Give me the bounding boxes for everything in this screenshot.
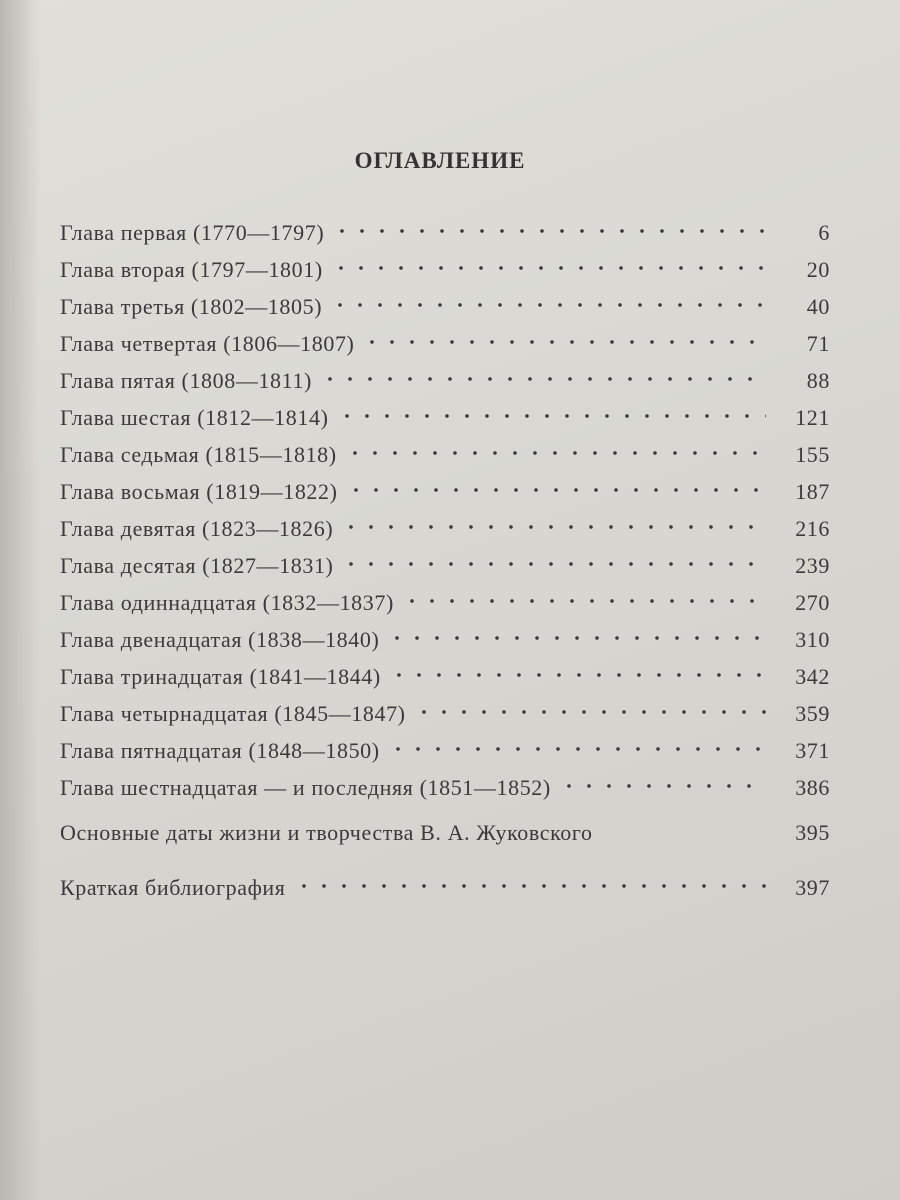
toc-entry-page: 395	[795, 820, 830, 845]
toc-entry-page: 371	[795, 738, 830, 763]
toc-entry-page: 88	[806, 368, 830, 393]
toc-entry-title: Глава первая (1770—1797)	[60, 220, 325, 245]
toc-entry-page: 121	[795, 405, 830, 430]
toc-entry-title: Глава третья (1802—1805)	[60, 294, 323, 319]
dot-leader	[414, 701, 766, 723]
dot-leader	[294, 875, 766, 897]
toc-entry	[60, 773, 830, 810]
dot-leader	[388, 738, 766, 760]
toc-entry-title: Глава шестнадцатая — и последняя (1851—1852)	[60, 775, 551, 800]
toc-entry	[60, 699, 830, 736]
toc-entry	[60, 873, 830, 910]
toc-entry	[60, 551, 830, 588]
table-of-contents	[60, 218, 830, 910]
toc-entry	[60, 329, 830, 366]
toc-entry-page: 187	[795, 479, 830, 504]
toc-entry-page: 342	[795, 664, 830, 689]
toc-entry-page: 270	[795, 590, 830, 615]
toc-entry	[60, 818, 830, 855]
dot-leader	[345, 442, 766, 464]
toc-entry	[60, 255, 830, 292]
toc-entry-title: Глава восьмая (1819—1822)	[60, 479, 338, 504]
dot-leader	[330, 294, 766, 316]
toc-entry-page: 71	[806, 331, 830, 356]
dot-leader	[346, 479, 766, 501]
toc-entry-page: 397	[795, 875, 830, 900]
toc-entry-title: Глава четырнадцатая (1845—1847)	[60, 701, 406, 726]
toc-entry-title: Глава девятая (1823—1826)	[60, 516, 334, 541]
toc-entry	[60, 218, 830, 255]
toc-entry-title: Глава десятая (1827—1831)	[60, 553, 334, 578]
dot-leader	[332, 220, 766, 242]
toc-entry	[60, 292, 830, 329]
toc-entry	[60, 625, 830, 662]
toc-entry	[60, 477, 830, 514]
toc-entry	[60, 366, 830, 403]
toc-entry	[60, 403, 830, 440]
toc-entry-page: 216	[795, 516, 830, 541]
toc-entry-title: Глава пятая (1808—1811)	[60, 368, 312, 393]
toc-entry-page: 386	[795, 775, 830, 800]
toc-entry-title: Глава седьмая (1815—1818)	[60, 442, 337, 467]
toc-entry	[60, 440, 830, 477]
dot-leader	[601, 820, 766, 842]
toc-entry	[60, 736, 830, 773]
dot-leader	[320, 368, 766, 390]
toc-entry-page: 155	[795, 442, 830, 467]
dot-leader	[559, 775, 766, 797]
toc-entry	[60, 514, 830, 551]
dot-leader	[341, 553, 766, 575]
toc-entry-page: 310	[795, 627, 830, 652]
toc-entry-title: Глава четвертая (1806—1807)	[60, 331, 355, 356]
toc-entry	[60, 588, 830, 625]
toc-entry-title: Глава тринадцатая (1841—1844)	[60, 664, 381, 689]
toc-entry-page: 359	[795, 701, 830, 726]
toc-entry-title: Краткая библиография	[60, 875, 286, 900]
dot-leader	[402, 590, 766, 612]
dot-leader	[362, 331, 766, 353]
toc-entry-title: Основные даты жизни и творчества В. А. Жуковского	[60, 820, 593, 845]
toc-entry	[60, 662, 830, 699]
toc-entry-page: 239	[795, 553, 830, 578]
toc-entry-title: Глава одиннадцатая (1832—1837)	[60, 590, 394, 615]
dot-leader	[389, 664, 766, 686]
page-title: ОГЛАВЛЕНИЕ	[354, 148, 526, 173]
toc-entry-title: Глава шестая (1812—1814)	[60, 405, 329, 430]
dot-leader	[341, 516, 766, 538]
toc-entry-page: 40	[806, 294, 830, 319]
toc-entry-title: Глава пятнадцатая (1848—1850)	[60, 738, 380, 763]
toc-entry-page: 20	[806, 257, 830, 282]
toc-entry-title: Глава вторая (1797—1801)	[60, 257, 323, 282]
toc-entry-title: Глава двенадцатая (1838—1840)	[60, 627, 380, 652]
dot-leader	[337, 405, 766, 427]
dot-leader	[331, 257, 766, 279]
dot-leader	[387, 627, 766, 649]
toc-entry-page: 6	[818, 220, 830, 245]
